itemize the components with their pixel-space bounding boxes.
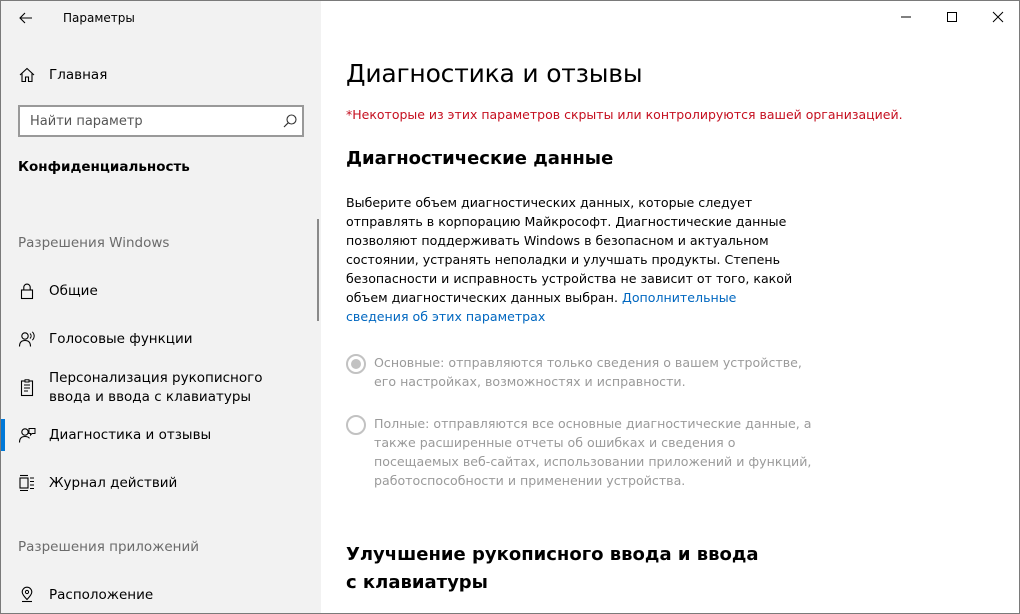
home-icon (17, 65, 37, 85)
section-title: Конфиденциальность (18, 159, 190, 175)
radio-basic-label: Основные: отправляются только сведения о вашем устройстве, его настройках, возможностях и исправности. (374, 355, 802, 389)
lock-icon (17, 281, 37, 301)
window-controls (883, 1, 1020, 35)
radio-full[interactable] (346, 415, 366, 435)
minimize-button[interactable] (883, 1, 929, 33)
location-icon (17, 585, 37, 605)
sidebar-scrollbar[interactable] (317, 219, 319, 321)
titlebar (1, 1, 321, 35)
radio-option-full[interactable] (346, 414, 816, 494)
search-box[interactable] (18, 105, 304, 137)
more-info-link[interactable]: Дополнительные сведения об этих параметрах (346, 290, 737, 324)
org-warning-text: *Некоторые из этих параметров скрыты или контролируются вашей организацией. (346, 107, 903, 122)
inking-improvement-heading: Улучшение рукописного ввода и ввода с клавиатуры (346, 544, 759, 593)
sidebar-item-label: Журнал действий (49, 474, 178, 491)
group-header-apps: Разрешения приложений (18, 539, 200, 555)
maximize-icon (946, 11, 958, 23)
sidebar-item-label: Расположение (49, 586, 154, 603)
page-title: Диагностика и отзывы (346, 59, 643, 88)
sidebar-item-speech[interactable] (1, 321, 321, 357)
sidebar-item-label: Общие (49, 282, 98, 299)
sidebar-item-diagnostics[interactable] (1, 417, 321, 453)
voice-icon (17, 329, 37, 349)
search-icon[interactable] (282, 113, 298, 129)
radio-basic[interactable] (346, 354, 366, 374)
sidebar-item-label: Диагностика и отзывы (49, 426, 212, 443)
main-content (321, 1, 1020, 614)
search-input[interactable] (20, 107, 270, 135)
close-button[interactable] (975, 1, 1020, 33)
inking-icon (17, 378, 37, 398)
sidebar-item-label: Персонализация рукописного ввода и ввода с клавиатуры (49, 370, 263, 405)
sidebar-item-activity-history[interactable] (1, 465, 321, 501)
sidebar-item-location[interactable] (1, 577, 321, 613)
feedback-icon (17, 425, 37, 445)
sidebar-item-label: Главная (49, 66, 108, 83)
sidebar-item-home[interactable] (1, 57, 321, 93)
sidebar-item-inking[interactable] (1, 367, 321, 409)
minimize-icon (900, 11, 912, 23)
diagnostic-description-text: Выберите объем диагностических данных, которые следует отправлять в корпорацию Майкрософт. Диагностические данные позволяют поддерживать Windows в безопасном и актуальном состоянии, устранять неполадки и улучшать продукты. Степень безопасности и исправность устройства не зависит от того, какой объем диагностических данных выбран. (346, 195, 793, 305)
maximize-button[interactable] (929, 1, 975, 33)
radio-full-label: Полные: отправляются все основные диагностические данные, а также расширенные отчеты об ошибках и сведения о посещаемых веб-сайтах, использовании приложений и функций, работоспособности и применении устройства. (374, 416, 812, 488)
app-title: Параметры (63, 11, 135, 25)
sidebar (1, 1, 321, 614)
activity-history-icon (17, 473, 37, 493)
sidebar-item-general[interactable] (1, 273, 321, 309)
close-icon (992, 11, 1004, 23)
diagnostic-description (346, 193, 796, 326)
back-button[interactable] (11, 3, 41, 33)
group-header-windows: Разрешения Windows (18, 235, 170, 251)
back-arrow-icon (19, 12, 33, 24)
radio-option-basic[interactable] (346, 353, 816, 393)
sidebar-item-label: Голосовые функции (49, 330, 193, 347)
diagnostic-data-heading: Диагностические данные (346, 148, 614, 169)
